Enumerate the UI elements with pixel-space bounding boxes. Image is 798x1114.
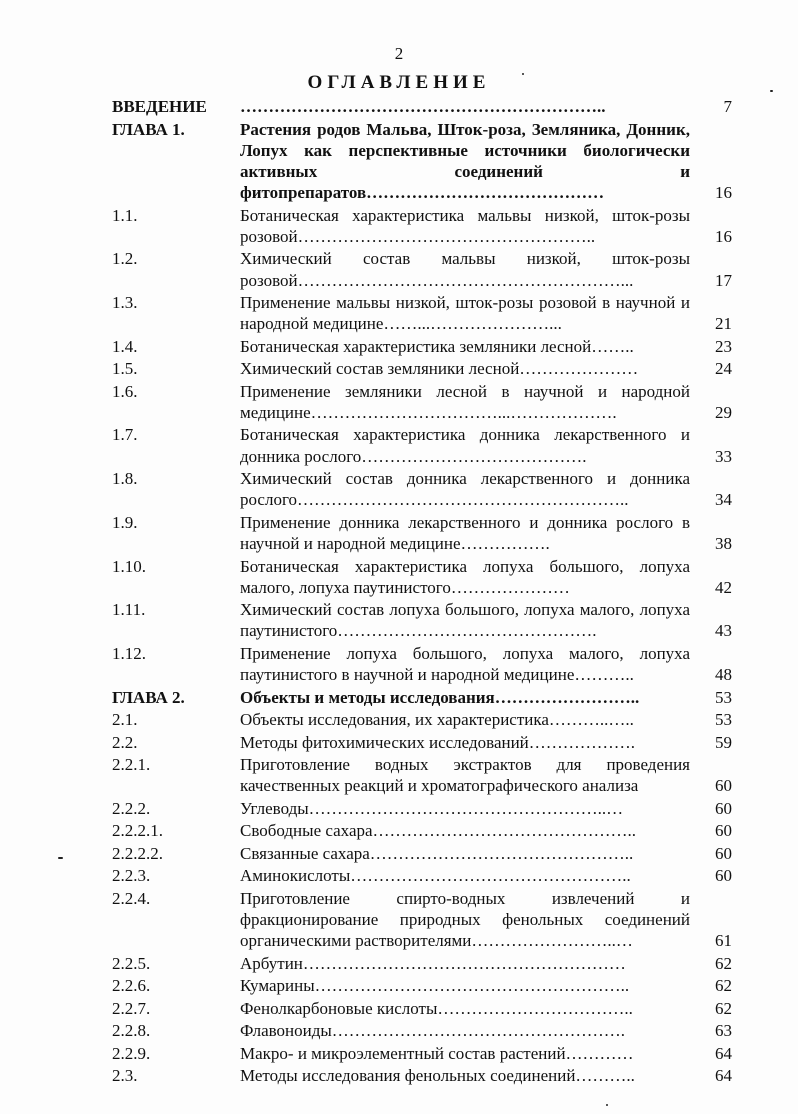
toc-entry-number: 2.2.3. (112, 866, 151, 886)
toc-entry-title: Объекты и методы исследования…………………….. (240, 687, 640, 707)
toc-title: ОГЛАВЛЕНИЕ (307, 72, 491, 93)
toc-entry-number: 1.8. (112, 469, 138, 489)
toc-entry-number: 2.2.2.1. (112, 821, 163, 841)
toc-entry-page: 61 (715, 931, 732, 951)
toc-entry (112, 975, 732, 996)
toc-entry-page: 48 (715, 665, 732, 685)
toc-entry (112, 119, 732, 204)
toc-entry-number: ГЛАВА 2. (112, 687, 185, 707)
toc-entry-number: 2.2.4. (112, 888, 151, 908)
toc-entry-page: 29 (715, 402, 732, 422)
toc-entry (112, 865, 732, 886)
toc-entry-title: Ботаническая характеристика мальвы низкой, шток-розы розовой…………………………………………….. (240, 205, 690, 246)
toc-entry-number: 2.2. (112, 732, 138, 752)
toc-entry (112, 468, 732, 510)
toc-entry (112, 1043, 732, 1064)
toc-entry-page: 62 (715, 953, 732, 973)
toc-entry-number: 2.2.8. (112, 1021, 151, 1041)
scan-speck (770, 90, 773, 92)
toc-entry (112, 1065, 732, 1086)
toc-entry (112, 709, 732, 730)
toc-entry-page: 53 (715, 687, 732, 707)
toc-entry-title: Ботаническая характеристика лопуха большого, лопуха малого, лопуха паутинистого………………… (240, 556, 690, 597)
toc-entry (112, 998, 732, 1019)
toc-entry-title: Применение донника лекарственного и донника рослого в научной и народной медицине……………. (240, 512, 690, 554)
toc-entry-number: ГЛАВА 1. (112, 119, 185, 139)
toc-entry-page: 59 (715, 732, 732, 752)
toc-entry (112, 798, 732, 819)
toc-entry-page: 60 (715, 821, 732, 841)
toc-entry (112, 643, 732, 685)
toc-entry-page: 17 (715, 270, 732, 290)
toc-entry-page: 64 (715, 1066, 732, 1086)
toc-entry (112, 336, 732, 357)
toc-entry (112, 1020, 732, 1041)
page-number: 2 (394, 44, 404, 63)
toc-entry (112, 953, 732, 974)
toc-entry-page: 42 (715, 577, 732, 597)
toc-entry (112, 512, 732, 554)
toc-entry (112, 248, 732, 290)
toc-entry-title: Флавоноиды……………………………………………. (240, 1021, 626, 1041)
toc-entry-title: Применение мальвы низкой, шток-розы розовой в научной и народной медицине……...…………………... (240, 293, 690, 334)
toc-entry-title: Применение земляники лесной в научной и народной медицине……………………………...………………. (240, 381, 690, 422)
toc-entry-title: Применение лопуха большого, лопуха малого, лопуха паутинистого в научной и народной медицине……….. (240, 643, 690, 685)
toc-entry-page: 60 (715, 843, 732, 863)
toc-entry-title: Углеводы……………………………………………..… (240, 798, 624, 818)
toc-entry (112, 843, 732, 864)
scan-speck (522, 73, 524, 75)
toc-entry-number: 1.12. (112, 643, 146, 663)
toc-entry-title: Фенолкарбоновые кислоты…………………………….. (240, 998, 633, 1018)
toc-entry-number: 2.2.9. (112, 1043, 151, 1063)
toc-entry-title: Растения родов Мальва, Шток-роза, Земляника, Донник, Лопух как перспективные источники биологически активных соединений и фитопрепаратов…………………………………… (240, 119, 690, 203)
toc-entry-page: 60 (715, 776, 732, 796)
toc-entry-title: Ботаническая характеристика донника лекарственного и донника рослого…………………………………. (240, 425, 690, 466)
toc-entry-number: 2.2.2.2. (112, 843, 163, 863)
toc-entry-number: 2.1. (112, 710, 138, 730)
toc-entry-page: 34 (715, 490, 732, 510)
toc-entry-page: 62 (715, 976, 732, 996)
toc-entry-number: 1.11. (112, 600, 146, 620)
toc-entry-number: 1.2. (112, 249, 138, 269)
toc-entry-number: 2.3. (112, 1066, 138, 1086)
toc-entry-page: 63 (715, 1021, 732, 1041)
toc-entry-number: 2.2.7. (112, 998, 151, 1018)
toc-entry-page: 23 (715, 336, 732, 356)
toc-entry-number: 2.2.1. (112, 755, 151, 775)
toc-entry-page: 60 (715, 798, 732, 818)
toc-entry-number: 2.2.6. (112, 976, 151, 996)
toc-entry-title: Приготовление водных экстрактов для проведения качественных реакций и хроматографического анализа (240, 755, 690, 796)
toc-entry-number: 2.2.5. (112, 953, 151, 973)
toc-entry (112, 820, 732, 841)
toc-entry (112, 205, 732, 247)
table-of-contents (112, 96, 732, 1088)
toc-entry (112, 687, 732, 708)
toc-entry-number: 1.4. (112, 336, 138, 356)
toc-entry (112, 888, 732, 952)
toc-entry-page: 64 (715, 1043, 732, 1063)
toc-entry-page: 53 (715, 710, 732, 730)
toc-entry (112, 732, 732, 753)
toc-entry (112, 599, 732, 641)
toc-entry (112, 556, 732, 598)
toc-entry-title: Арбутин………………………………………………… (240, 953, 626, 973)
toc-entry-number: ВВЕДЕНИЕ (112, 97, 207, 116)
toc-entry-title: Химический состав земляники лесной………………… (240, 359, 639, 379)
toc-entry-page: 60 (715, 866, 732, 886)
toc-entry-page: 33 (715, 446, 732, 466)
toc-entry-title: Ботаническая характеристика земляники лесной…….. (240, 336, 634, 356)
scan-speck (606, 1104, 608, 1106)
toc-entry-title: Приготовление спирто-водных извлечений и фракционирование природных фенольных соединений органическими растворителями……………………..… (240, 888, 690, 951)
toc-entry (112, 754, 732, 796)
toc-entry-title: Аминокислоты………………………………………….. (240, 866, 631, 886)
toc-entry-title: Свободные сахара……………………………………….. (240, 821, 637, 841)
toc-entry-number: 1.10. (112, 556, 146, 576)
toc-entry-title: ……………………………………………………….. (240, 97, 606, 116)
toc-entry-page: 16 (715, 183, 732, 203)
toc-entry-title: Химический состав донника лекарственного и донника рослого………………………………………………….. (240, 469, 690, 510)
toc-entry-title: Методы фитохимических исследований………………. (240, 732, 636, 752)
toc-entry (112, 381, 732, 423)
toc-entry-page: 16 (715, 226, 732, 246)
toc-entry-number: 1.5. (112, 359, 138, 379)
toc-entry-page: 7 (723, 97, 732, 116)
toc-entry-page: 21 (715, 314, 732, 334)
toc-entry-number: 2.2.2. (112, 798, 151, 818)
toc-entry-page: 24 (715, 359, 732, 379)
toc-entry-title: Связанные сахара……………………………………….. (240, 843, 634, 863)
scan-speck (58, 857, 63, 859)
toc-entry (112, 96, 732, 117)
toc-entry-number: 1.6. (112, 381, 138, 401)
toc-entry (112, 424, 732, 466)
toc-entry-number: 1.1. (112, 205, 138, 225)
toc-entry-title: Методы исследования фенольных соединений……….. (240, 1066, 635, 1086)
toc-entry (112, 358, 732, 379)
toc-entry-page: 43 (715, 621, 732, 641)
toc-entry-title: Объекты исследования, их характеристика………..….. (240, 710, 634, 730)
toc-entry-title: Химический состав лопуха большого, лопуха малого, лопуха паутинистого………………………………………. (240, 600, 690, 641)
toc-entry-title: Макро- и микроэлементный состав растений………… (240, 1043, 634, 1063)
toc-entry-number: 1.9. (112, 512, 138, 532)
toc-entry-page: 38 (715, 534, 732, 554)
toc-entry-title: Кумарины……………………………………………….. (240, 976, 630, 996)
toc-entry-title: Химический состав мальвы низкой, шток-розы розовой…………………………………………………... (240, 249, 690, 290)
toc-entry-number: 1.3. (112, 293, 138, 313)
toc-entry-page: 62 (715, 998, 732, 1018)
toc-entry (112, 292, 732, 334)
toc-entry-number: 1.7. (112, 425, 138, 445)
